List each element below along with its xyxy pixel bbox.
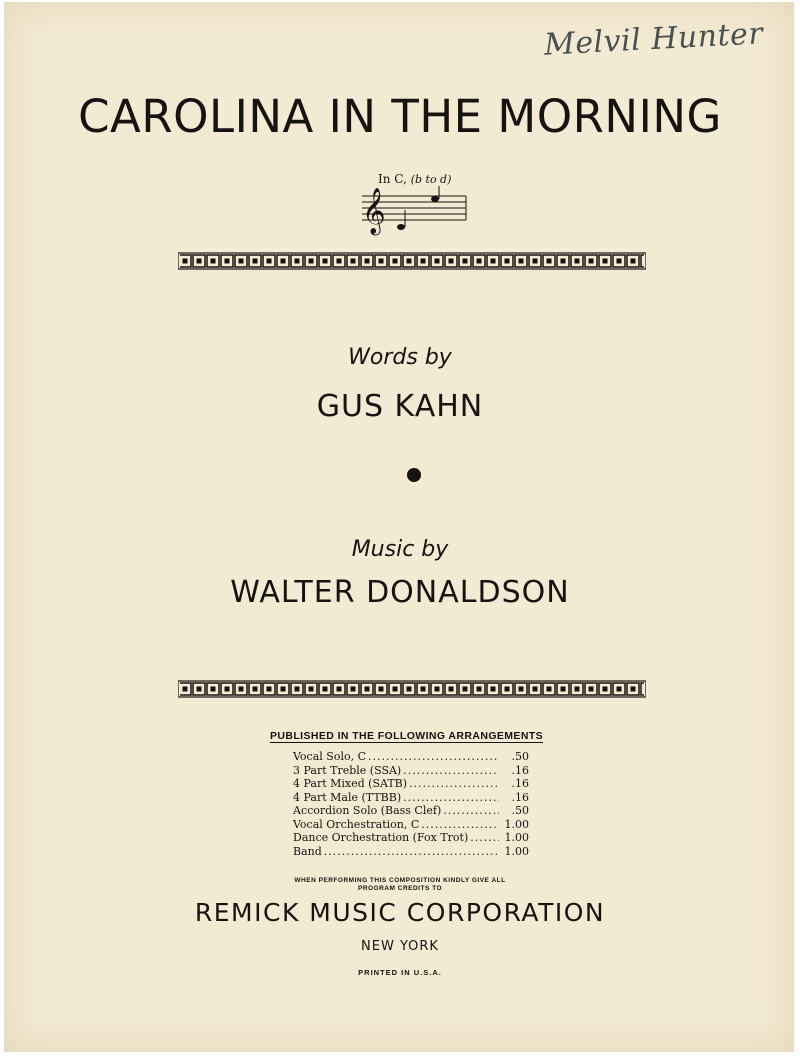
arrangement-price: 1.00 <box>504 817 529 831</box>
arrangement-name: Dance Orchestration (Fox Trot) <box>293 831 469 844</box>
dot-leader <box>324 845 499 859</box>
list-item <box>293 764 529 778</box>
arrangement-price: .50 <box>511 804 529 817</box>
arrangement-price: .16 <box>511 790 529 804</box>
divider-dot <box>407 468 421 482</box>
list-item <box>293 845 529 859</box>
dot-leader <box>443 804 499 818</box>
credit-note-line-1: WHEN PERFORMING THIS COMPOSITION KINDLY GIVE ALL <box>294 877 506 884</box>
vocal-range: (b to d) <box>410 173 452 186</box>
arrangement-name: 3 Part Treble (SSA) <box>293 763 402 777</box>
list-item <box>293 777 529 791</box>
dot-leader <box>403 791 499 805</box>
arrangement-name: Band <box>293 844 322 858</box>
dot-leader <box>470 831 499 845</box>
dot-leader <box>403 764 499 778</box>
credit-note-line-2: PROGRAM CREDITS TO <box>358 885 442 892</box>
arrangement-price: 1.00 <box>504 831 529 844</box>
arrangement-price: 1.00 <box>504 844 529 858</box>
song-title: CAROLINA IN THE MORNING <box>78 90 722 143</box>
publisher-city: NEW YORK <box>361 939 439 954</box>
publisher-name: REMICK MUSIC CORPORATION <box>194 898 606 927</box>
lyricist-name: GUS KAHN <box>316 389 484 424</box>
arrangement-name: 4 Part Male (TTBB) <box>293 790 402 804</box>
list-item <box>293 750 529 764</box>
treble-staff-icon <box>358 184 470 236</box>
list-item <box>293 818 529 832</box>
words-by-label: Words by <box>348 345 452 370</box>
sheet-music-cover <box>4 2 794 1052</box>
dot-leader <box>409 777 499 791</box>
key-label: In C, <box>378 172 407 186</box>
printed-in-note: PRINTED IN U.S.A. <box>358 968 442 977</box>
arrangement-price: .50 <box>511 750 529 763</box>
ornamental-border-top <box>178 252 646 270</box>
list-item <box>293 804 529 818</box>
svg-text:𝄞: 𝄞 <box>362 188 386 234</box>
arrangement-name: Accordion Solo (Bass Clef) <box>293 804 442 817</box>
dot-leader <box>421 818 499 832</box>
music-by-label: Music by <box>351 537 449 562</box>
arrangements-list <box>293 750 529 858</box>
arrangement-name: Vocal Orchestration, C <box>293 817 420 831</box>
handwritten-signature: Melvil Hunter <box>543 16 764 63</box>
ornamental-border-bottom <box>178 680 646 698</box>
dot-leader <box>368 750 499 764</box>
arrangement-name: 4 Part Mixed (SATB) <box>293 777 408 790</box>
arrangements-heading: PUBLISHED IN THE FOLLOWING ARRANGEMENTS <box>270 730 544 742</box>
arrangement-price: .16 <box>511 777 529 790</box>
list-item <box>293 831 529 845</box>
arrangement-name: Vocal Solo, C <box>293 750 366 763</box>
composer-name: WALTER DONALDSON <box>230 575 570 610</box>
arrangement-price: .16 <box>511 763 529 777</box>
list-item <box>293 791 529 805</box>
